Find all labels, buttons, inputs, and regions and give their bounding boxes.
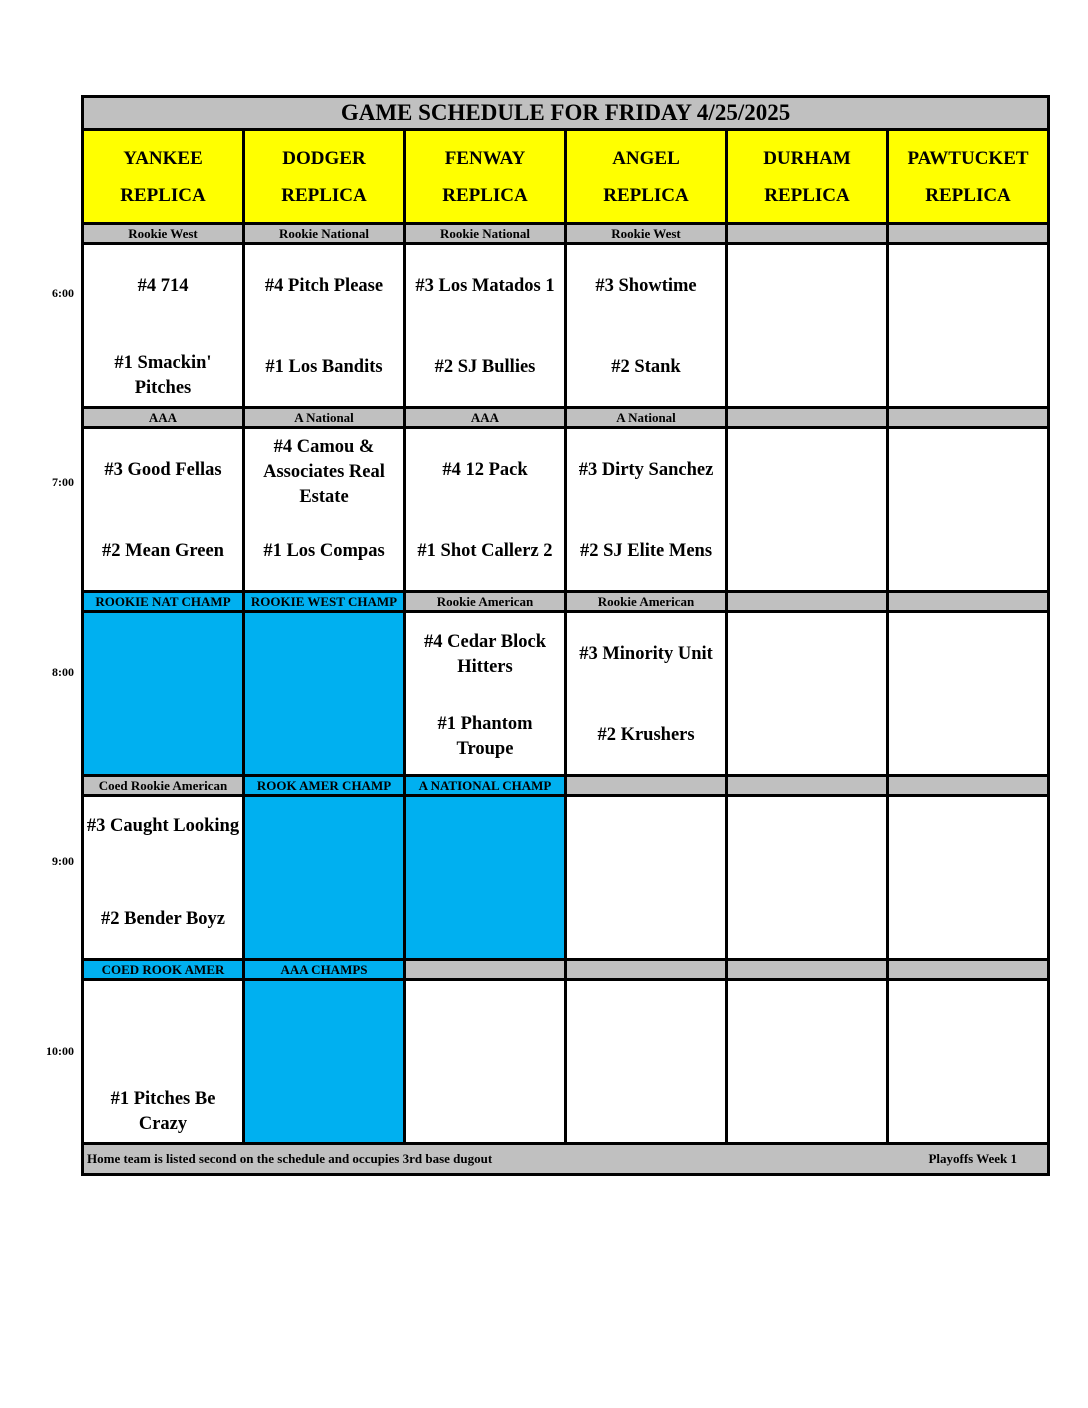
game-cell	[566, 244, 727, 408]
away-team: #4 Camou & Associates Real Estate	[263, 437, 385, 507]
division-label	[888, 224, 1049, 244]
division-label	[566, 960, 727, 980]
home-team: #1 Shot Callerz 2	[417, 541, 553, 561]
division-label-championship: COED ROOK AMER	[83, 960, 244, 980]
empty-cell	[727, 980, 888, 1144]
empty-cell	[727, 612, 888, 776]
home-team: #1 Smackin' Pitches	[114, 353, 212, 398]
empty-cell	[727, 796, 888, 960]
game-cell	[566, 428, 727, 592]
empty-cell	[727, 244, 888, 408]
empty-cell	[888, 428, 1049, 592]
division-label: AAA	[83, 408, 244, 428]
division-label	[888, 408, 1049, 428]
time-label: 9:00	[52, 854, 74, 868]
footer	[83, 1144, 1049, 1175]
away-team: #4 Pitch Please	[264, 276, 384, 296]
division-label	[888, 592, 1049, 612]
empty-cell	[888, 980, 1049, 1144]
division-label: Rookie West	[83, 224, 244, 244]
empty-cell	[405, 980, 566, 1144]
game-cell	[83, 428, 244, 592]
page-title: GAME SCHEDULE FOR FRIDAY 4/25/2025	[83, 97, 1049, 130]
away-team: #3 Showtime	[595, 276, 697, 296]
home-team: #2 SJ Bullies	[434, 357, 536, 377]
game-cell	[566, 612, 727, 776]
game-cell	[405, 428, 566, 592]
empty-cell	[888, 612, 1049, 776]
home-team: #2 Bender Boyz	[100, 909, 226, 929]
away-team: #3 Minority Unit	[579, 644, 713, 664]
division-label: Coed Rookie American	[83, 776, 244, 796]
division-label: Rookie American	[405, 592, 566, 612]
away-team: #3 Caught Looking	[86, 816, 240, 836]
division-label: Rookie American	[566, 592, 727, 612]
time-label: 10:00	[46, 1044, 74, 1058]
empty-cell	[566, 796, 727, 960]
away-team: #3 Good Fellas	[104, 460, 222, 480]
division-label	[727, 224, 888, 244]
division-label	[727, 592, 888, 612]
empty-cell	[888, 796, 1049, 960]
game-cell	[244, 244, 405, 408]
empty-cell	[566, 980, 727, 1144]
division-label-championship: ROOKIE NAT CHAMP	[83, 592, 244, 612]
time-label: 7:00	[52, 475, 74, 489]
home-team: #1 Los Bandits	[265, 357, 383, 377]
home-team: #2 SJ Elite Mens	[579, 541, 713, 561]
schedule-table	[81, 95, 1050, 1176]
division-label: A National	[244, 408, 405, 428]
empty-cell	[888, 244, 1049, 408]
away-team: #3 Los Matados 1	[415, 276, 555, 296]
championship-block	[83, 612, 244, 776]
park-header-durham: DURHAM REPLICA	[727, 130, 888, 224]
home-team: #1 Los Compas	[263, 541, 385, 561]
game-cell	[83, 796, 244, 960]
game-cell	[405, 244, 566, 408]
game-cell	[244, 428, 405, 592]
championship-block	[244, 796, 405, 960]
time-label: 8:00	[52, 665, 74, 679]
division-label	[888, 960, 1049, 980]
time-label: 6:00	[52, 286, 74, 300]
away-team: #3 Dirty Sanchez	[578, 460, 714, 480]
division-label	[405, 960, 566, 980]
division-label	[727, 960, 888, 980]
division-label-championship: ROOK AMER CHAMP	[244, 776, 405, 796]
division-label: AAA CHAMPS	[244, 960, 405, 980]
empty-cell	[727, 428, 888, 592]
game-cell	[83, 244, 244, 408]
park-header-angel: ANGEL REPLICA	[566, 130, 727, 224]
division-label: AAA	[405, 408, 566, 428]
footer-week: Playoffs Week 1	[928, 1151, 1018, 1166]
home-team: #1 Phantom Troupe	[437, 714, 533, 759]
division-label	[566, 776, 727, 796]
division-label: Rookie West	[566, 224, 727, 244]
away-team: #4 Cedar Block Hitters	[424, 632, 546, 677]
park-header-yankee: YANKEE REPLICA	[83, 130, 244, 224]
away-team: #4 12 Pack	[442, 460, 528, 480]
park-header-dodger: DODGER REPLICA	[244, 130, 405, 224]
championship-block	[244, 980, 405, 1144]
division-label-championship: A NATIONAL CHAMP	[405, 776, 566, 796]
home-team: #2 Krushers	[597, 725, 695, 745]
game-cell	[405, 612, 566, 776]
away-team: #4 714	[137, 276, 189, 296]
championship-block	[405, 796, 566, 960]
division-label: Rookie National	[405, 224, 566, 244]
division-label	[727, 776, 888, 796]
division-label: Rookie National	[244, 224, 405, 244]
championship-block	[244, 612, 405, 776]
home-team: #2 Stank	[611, 357, 681, 377]
footer-note: Home team is listed second on the schedule and occupies 3rd base dugout	[87, 1151, 493, 1166]
park-header-pawtucket: PAWTUCKET REPLICA	[888, 130, 1049, 224]
division-label: A National	[566, 408, 727, 428]
division-label	[888, 776, 1049, 796]
division-label-championship: ROOKIE WEST CHAMP	[244, 592, 405, 612]
game-cell	[83, 980, 244, 1144]
home-team: #1 Pitches Be Crazy	[110, 1089, 216, 1134]
division-label	[727, 408, 888, 428]
home-team: #2 Mean Green	[102, 541, 224, 561]
park-header-fenway: FENWAY REPLICA	[405, 130, 566, 224]
